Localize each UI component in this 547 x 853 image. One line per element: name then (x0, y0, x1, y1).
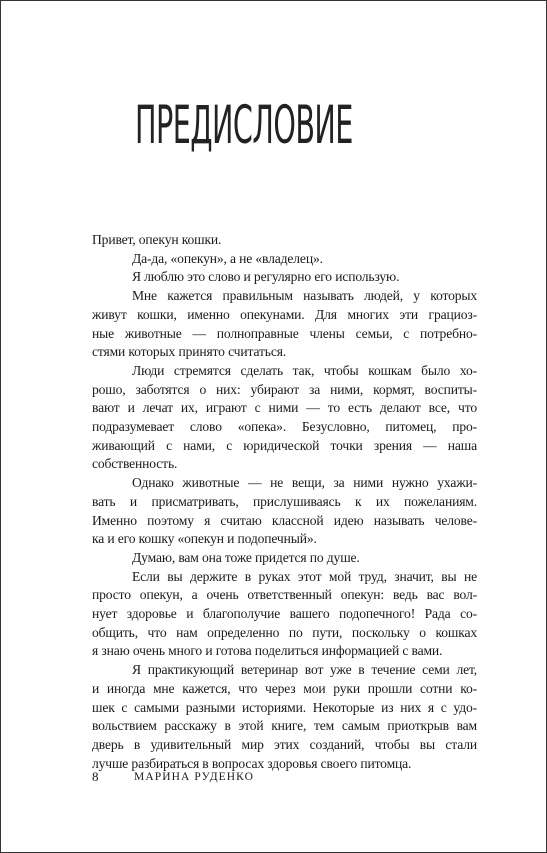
paragraph (92, 549, 477, 568)
paragraph (92, 661, 477, 773)
text-line: собственность. (92, 456, 178, 472)
text-line: Однако животные — не вещи, за ними нужно ухажи- (132, 475, 477, 491)
text-line: подразумевает слово «опека». Безусловно, питомец, про- (92, 419, 477, 435)
text-line: вольствием расскажу в этой книге, тем самым приоткрыв вам (92, 718, 477, 734)
text-line: дверь в удивительный мир этих созданий, чтобы вы стали (92, 736, 477, 752)
running-head: МАРИНА РУДЕНКО (134, 771, 255, 783)
paragraph (92, 568, 477, 662)
text-line: живут кошки, именно опекунами. Для многих эти грациоз- (92, 306, 477, 322)
text-line: Если вы держите в руках этот мой труд, значит, вы не (132, 568, 477, 584)
page-number: 8 (92, 769, 99, 784)
text-line: я знаю очень много и готова поделиться информацией с вами. (92, 643, 443, 659)
text-line: Думаю, вам она тоже придется по душе. (132, 549, 360, 565)
text-line: Привет, опекун кошки. (92, 232, 222, 247)
paragraph (92, 287, 477, 362)
paragraph (92, 231, 477, 250)
text-line: и иногда мне кажется, что через мои руки прошли сотни ко- (92, 680, 477, 696)
paragraph (92, 474, 477, 549)
text-line: Люди стремятся сделать так, чтобы кошкам было хо- (132, 362, 477, 378)
text-line: Я люблю это слово и регулярно его использую. (132, 269, 400, 285)
text-line: Да-да, «опекун», а не «владелец». (132, 250, 323, 266)
chapter-title: ПРЕДИСЛОВИЕ (135, 95, 353, 156)
paragraph (92, 268, 477, 287)
text-line: вают и лечат их, играют с ними — то есть делают все, что (92, 400, 477, 416)
text-line: Мне кажется правильным называть людей, у которых (132, 288, 477, 304)
text-line: ные животные — полноправные члены семьи, с потребно- (92, 325, 477, 341)
text-line: рошо, заботятся о них: убирают за ними, кормят, воспиты- (92, 381, 477, 397)
text-line: лучше разбираться в вопросах здоровья своего питомца. (92, 755, 412, 771)
text-line: шек с самыми разными историями. Некоторые из них я с удо- (92, 699, 477, 715)
text-line: стями которых принято считаться. (92, 344, 287, 360)
text-line: вать и присматривать, прислушиваясь к их пожеланиям. (92, 493, 477, 509)
text-line: общить, что нам определенно по пути, поскольку о кошках (92, 624, 477, 640)
text-line: просто опекун, а очень ответственный опекун: ведь вас вол- (92, 587, 477, 603)
paragraph (92, 250, 477, 269)
paragraph (92, 362, 477, 474)
text-line: Я практикующий ветеринар вот уже в течение семи лет, (132, 662, 477, 678)
text-line: нует здоровье и благополучие вашего подопечного! Рада со- (92, 606, 477, 622)
text-line: живающий с нами, с юридической точки зрения — наша (92, 437, 477, 453)
text-line: Именно поэтому я считаю классной идею называть челове- (92, 512, 477, 528)
text-line: ка и его кошку «опекун и подопечный». (92, 531, 317, 547)
body-text (92, 231, 477, 773)
